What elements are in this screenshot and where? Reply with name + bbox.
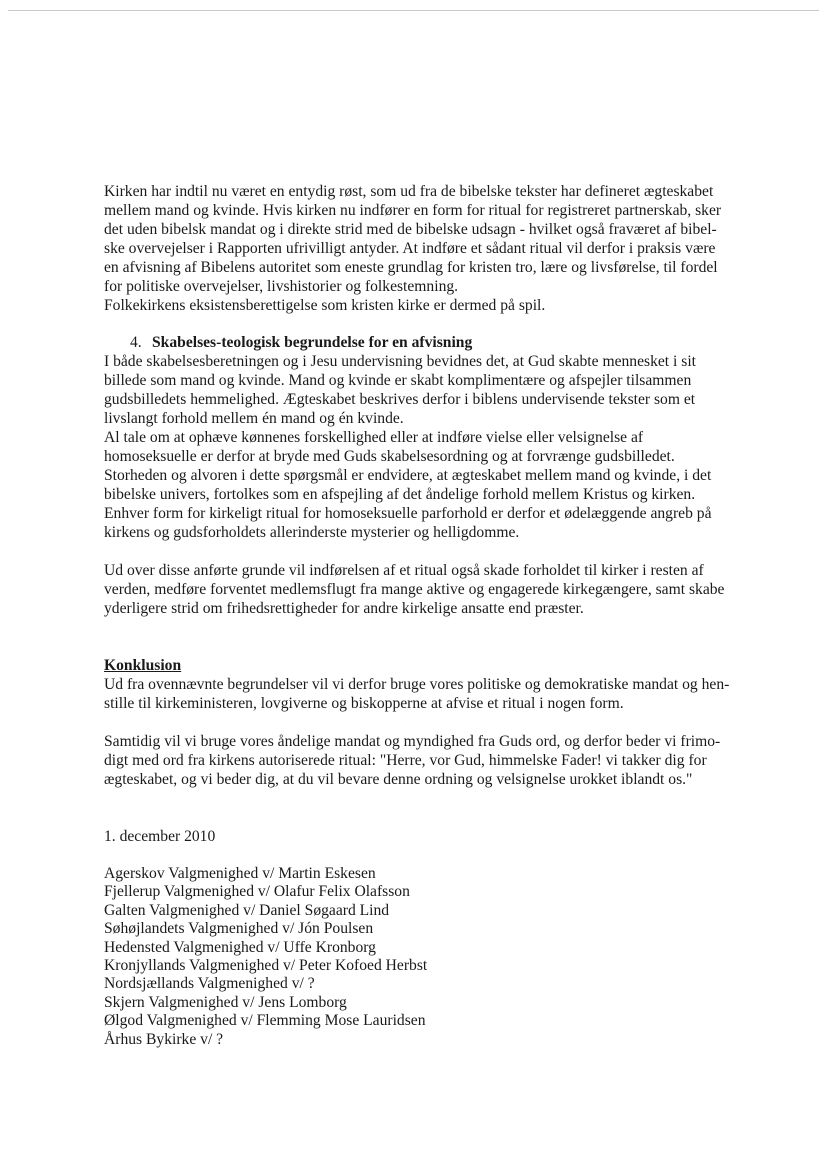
text-line: I både skabelsesberetningen og i Jesu undervisning bevidnes det, at Gud skabte mennesket i sit [104, 353, 696, 370]
signatory: Søhøjlandets Valgmenighed v/ Jón Poulsen [104, 920, 374, 938]
text-line: Al tale om at ophæve kønnenes forskellighed eller at indføre vielse eller velsignelse af [104, 429, 644, 446]
paragraph-authority [104, 182, 754, 315]
text-line: Enhver form for kirkeligt ritual for homoseksuelle parforhold er derfor et ødelæggende angreb på [104, 505, 712, 522]
conclusion-section [104, 656, 754, 713]
signatory: Hedensted Valgmenighed v/ Uffe Kronborg [104, 938, 376, 956]
signatory: Agerskov Valgmenighed v/ Martin Eskesen [104, 865, 376, 882]
signatory: Nordsjællands Valgmenighed v/ ? [104, 975, 315, 993]
text-line: kirkens og gudsforholdets allerinderste mysterier og helligdomme. [104, 524, 520, 541]
signatory: Kronjyllands Valgmenighed v/ Peter Kofoed Herbst [104, 957, 428, 975]
signatory-list [104, 865, 754, 1049]
text-line: homoseksuelle er derfor at bryde med Guds skabelsesordning og at forvrænge gudsbilledet. [104, 448, 675, 465]
text-line: for politiske overvejelser, livshistorier og folkestemning. [104, 278, 459, 295]
section-title: Skabelses-teologisk begrundelse for en afvisning [152, 334, 473, 351]
scan-edge-line [8, 10, 819, 11]
document-date [104, 827, 754, 846]
text-line: Samtidig vil vi bruge vores åndelige mandat og myndighed fra Guds ord, og derfor beder vi frimo- [104, 733, 721, 750]
text-line: stille til kirkeministeren, lovgiverne og biskopperne at afvise et ritual i nogen form. [104, 695, 624, 712]
text-line: verden, medføre forventet medlemsflugt fra mange aktive og engagerede kirkegængere, samt skabe [104, 581, 725, 598]
conclusion-heading: Konklusion [104, 657, 182, 674]
paragraph-creation-theology [104, 352, 754, 542]
text-line: Storheden og alvoren i dette spørgsmål er endvidere, at ægteskabet mellem mand og kvinde, i det [104, 467, 712, 484]
text-line: ægteskabet, og vi beder dig, at du vil bevare denne ordning og velsignelse urokket iblandt os." [104, 771, 693, 788]
conclusion-prayer-paragraph [104, 732, 754, 789]
text-line: en afvisning af Bibelens autoritet som eneste grundlag for kristen tro, lære og livsførelse, til fordel [104, 259, 718, 276]
text-line: yderligere strid om frihedsrettigheder for andre kirkelige ansatte end præster. [104, 600, 584, 617]
text-line: ske overvejelser i Rapporten ufrivilligt antyder. At indføre et sådant ritual vil derfor i praksis være [104, 240, 716, 257]
text-line: Ud over disse anførte grunde vil indførelsen af et ritual også skade forholdet til kirker i resten af [104, 562, 704, 579]
text-line: Kirken har indtil nu været en entydig røst, som ud fra de bibelske tekster har defineret ægteskabet [104, 183, 714, 200]
text-line: Folkekirkens eksistensberettigelse som kristen kirke er dermed på spil. [104, 297, 546, 314]
section-number: 4. [130, 334, 142, 351]
date-line: 1. december 2010 [104, 828, 216, 845]
text-line: billede som mand og kvinde. Mand og kvinde er skabt komplimentære og afspejler tilsammen [104, 372, 692, 389]
section-4-heading [104, 333, 754, 352]
signatory: Skjern Valgmenighed v/ Jens Lomborg [104, 993, 347, 1011]
signatory: Galten Valgmenighed v/ Daniel Søgaard Lind [104, 901, 390, 919]
text-line: gudsbilledets hemmelighed. Ægteskabet beskrives derfor i biblens undervisende tekster som et [104, 391, 696, 408]
text-line: livslangt forhold mellem én mand og én kvinde. [104, 410, 404, 427]
text-line: bibelske univers, fortolkes som en afspejling af det åndelige forhold mellem Kristus og kirken. [104, 486, 696, 503]
text-line: Ud fra ovennævnte begrundelser vil vi derfor bruge vores politiske og demokratiske mandat og hen- [104, 676, 730, 693]
signatory: Århus Bykirke v/ ? [104, 1030, 224, 1048]
text-line: digt med ord fra kirkens autoriserede ritual: "Herre, vor Gud, himmelske Fader! vi takker dig for [104, 752, 707, 769]
text-line: det uden bibelsk mandat og i direkte strid med de bibelske udsagn - hvilket også fraværet af bibel- [104, 221, 717, 238]
paragraph-consequences [104, 561, 754, 618]
signatory: Fjellerup Valgmenighed v/ Olafur Felix Olafsson [104, 883, 410, 901]
signatory: Ølgod Valgmenighed v/ Flemming Mose Lauridsen [104, 1012, 426, 1030]
text-line: mellem mand og kvinde. Hvis kirken nu indfører en form for ritual for registreret partnerskab, sker [104, 202, 722, 219]
document-page [104, 182, 754, 1049]
